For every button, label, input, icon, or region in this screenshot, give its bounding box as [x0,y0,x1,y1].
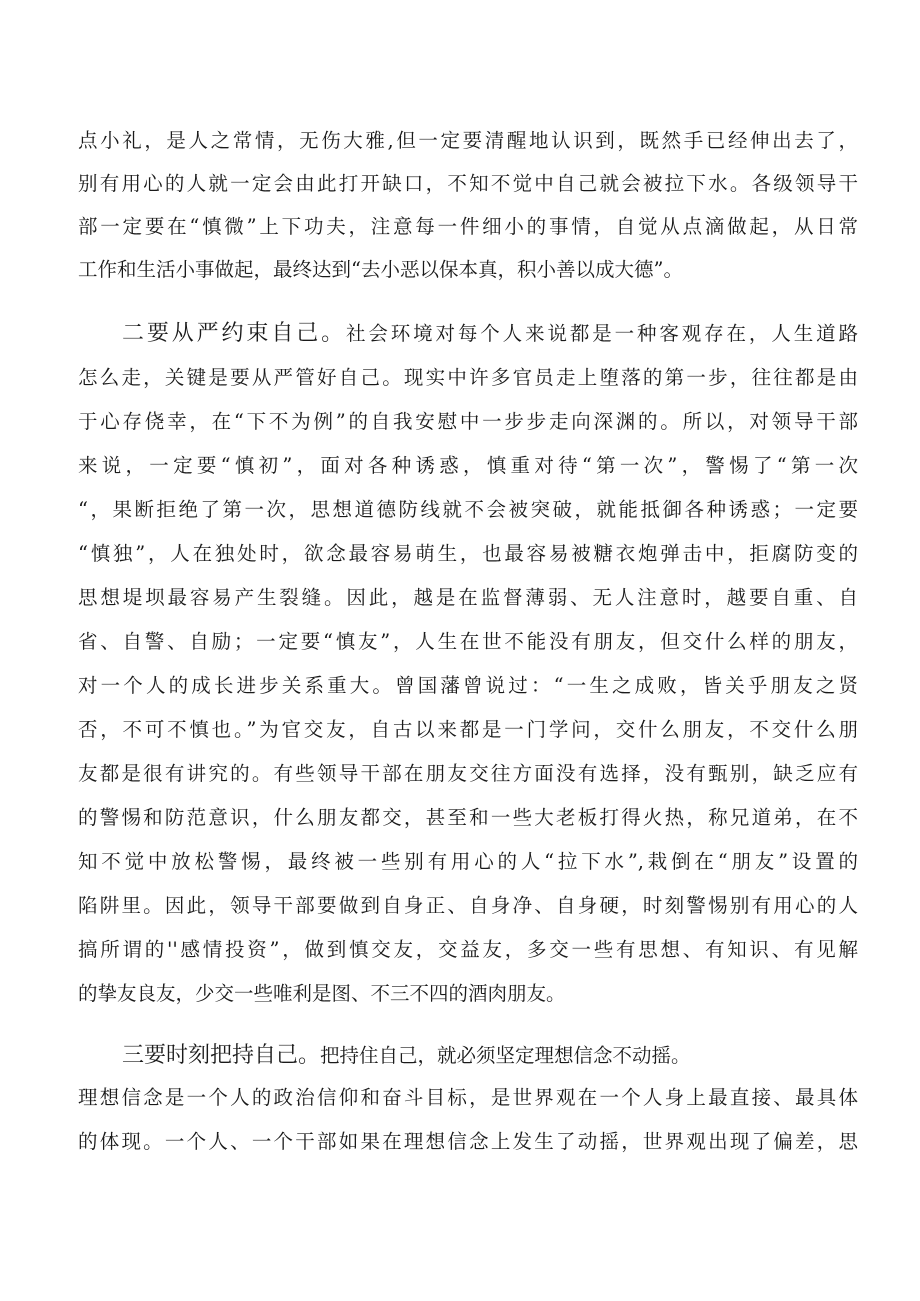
text-line: 友都是很有讲究的。有些领导干部在朋友交往方面没有选择，没有甄别，缺乏应有 [78,762,858,785]
text-line: 别有用心的人就一定会由此打开缺口，不知不觉中自己就会被拉下水。各级领导干 [78,172,858,195]
paragraph-heading-line [122,1036,858,1076]
section-heading-3: 三要时刻把持自己。 [122,1043,321,1068]
text-run: 把持住自己，就必须坚定理想信念不动摇。 [320,1044,691,1067]
text-line: 省、自警、自励；一定要“慎友”，人生在世不能没有朋友，但交什么样的朋友， [78,630,858,653]
section-heading-2: 二要从严约束自己。 [122,321,346,346]
text-line: 的挚友良友，少交一些唯利是图、不三不四的酒肉朋友。 [78,982,566,1005]
text-line: 怎么走，关键是要从严管好自己。现实中许多官员走上堕落的第一步，往往都是由 [78,366,858,389]
text-line: “慎独”，人在独处时，欲念最容易萌生，也最容易被糖衣炮弹击中，拒腐防变的 [78,542,858,565]
text-line: “，果断拒绝了第一次，思想道德防线就不会被突破，就能抵御各种诱惑；一定要 [78,498,858,521]
text-line: 知不觉中放松警惕，最终被一些别有用心的人“拉下水”,栽倒在“朋友”设置的 [78,850,858,873]
paragraph-heading-line [122,314,858,354]
text-line: 来说，一定要“慎初”，面对各种诱惑，慎重对待“第一次”，警惕了“第一次 [78,454,858,477]
text-line: 工作和生活小事做起，最终达到“去小恶以保本真，积小善以成大德”。 [78,258,683,281]
text-run: 社会环境对每个人来说都是一种客观存在，人生道路 [345,322,858,345]
text-line: 否，不可不慎也。”为官交友，自古以来都是一门学问，交什么朋友，不交什么朋 [78,718,858,741]
text-line: 思想堤坝最容易产生裂缝。因此，越是在监督薄弱、无人注意时，越要自重、自 [78,586,858,609]
text-line: 理想信念是一个人的政治信仰和奋斗目标，是世界观在一个人身上最直接、最具体 [78,1086,858,1109]
text-line: 对一个人的成长进步关系重大。曾国藩曾说过：“一生之成败，皆关乎朋友之贤 [78,674,858,697]
text-line: 的警惕和防范意识，什么朋友都交，甚至和一些大老板打得火热，称兄道弟，在不 [78,806,858,829]
text-line: 点小礼，是人之常情，无伤大雅,但一定要清醒地认识到，既然手已经伸出去了， [78,129,858,152]
text-line: 陷阱里。因此，领导干部要做到自身正、自身净、自身硬，时刻警惕别有用心的人 [78,894,858,917]
text-line: 搞所谓的''感情投资”，做到慎交友，交益友，多交一些有思想、有知识、有见解 [78,938,858,961]
text-line: 于心存侥幸，在“下不为例”的自我安慰中一步步走向深渊的。所以，对领导干部 [78,410,858,433]
text-line: 部一定要在“慎微”上下功夫，注意每一件细小的事情，自觉从点滴做起，从日常 [78,215,858,238]
text-line: 的体现。一个人、一个干部如果在理想信念上发生了动摇，世界观出现了偏差，思 [78,1130,858,1153]
